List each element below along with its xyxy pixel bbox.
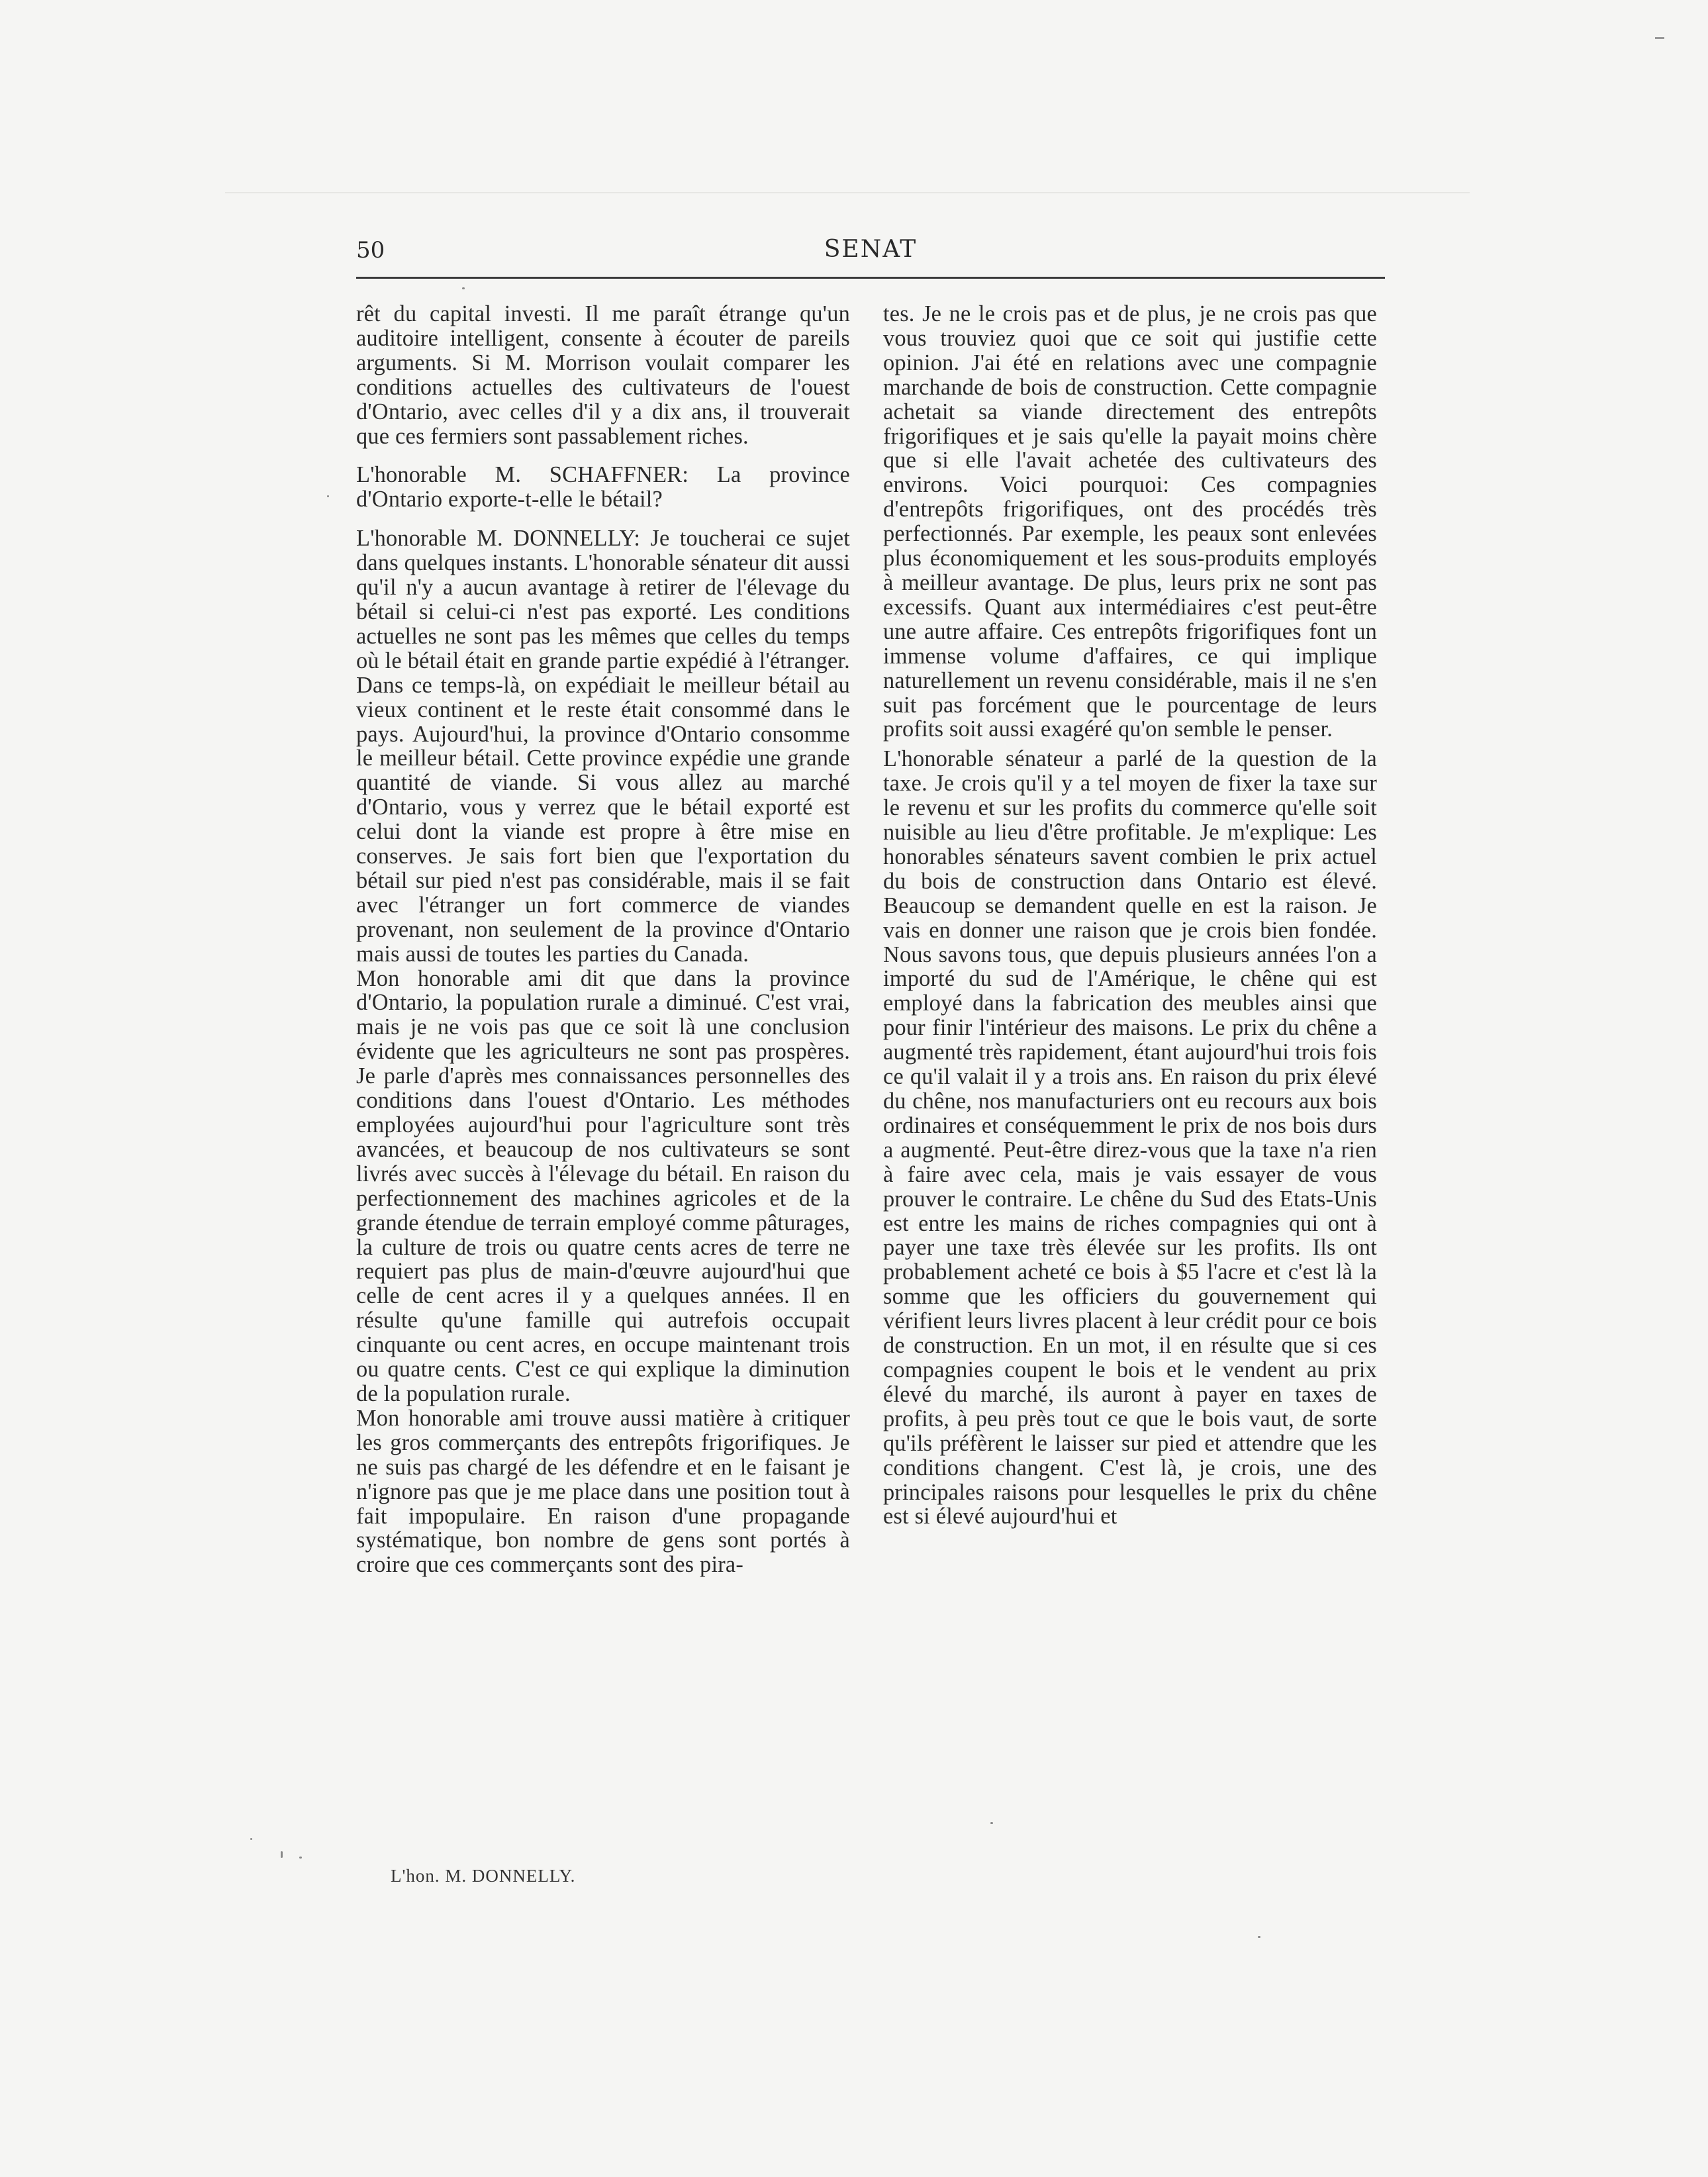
scan-speck [990, 1822, 993, 1824]
paragraph: Mon honorable ami trouve aussi matière à critiquer les gros commerçants des entrepôts frigorifiques. Je ne suis pas chargé de les défendre et en le faisant je n'ignore pas que je me place dans une position tout à fait impopulaire. En raison d'une propagande systématique, bon nombre de gens sont portés à croire que ces commerçants sont des pira- [356, 1405, 850, 1578]
running-title: SENAT [824, 236, 918, 263]
footer-speaker-ref: L'hon. M. DONNELLY. [391, 1866, 576, 1886]
page-header [356, 233, 1385, 279]
scan-speck [250, 1838, 252, 1840]
scan-speck [462, 287, 465, 289]
scan-speck [299, 1857, 302, 1859]
right-column [883, 302, 1377, 1529]
paragraph: Mon honorable ami dit que dans la province d'Ontario, la population rurale a diminué. C'est vrai, mais je ne vois pas que ce soit là une conclusion évidente que les agriculteurs ne sont pas prospères. Je parle d'après mes connaissances personnelles des conditions dans l'ouest d'Ontario. Les méthodes employées aujourd'hui pour l'agriculture sont très avancées, et beaucoup de nos cultivateurs se sont livrés avec succès à l'élevage du bétail. En raison du perfectionnement des machines agricoles et de la grande étendue de terrain employé comme pâturages, la culture de trois ou quatre cents acres de terre ne requiert pas plus de main-d'œuvre aujourd'hui que celle de cent acres il y a quelques années. Il en résulte qu'une famille qui autrefois occupait cinquante ou cent acres, en occupe maintenant trois ou quatre cents. C'est ce qui explique la diminution de la population rurale. [356, 965, 850, 1406]
speaker-paragraph: L'honorable M. SCHAFFNER: La province d'Ontario exporte-t-elle le bétail? [356, 462, 850, 512]
paragraph: rêt du capital investi. Il me paraît étrange qu'un auditoire intelligent, consente à écouter de pareils arguments. Si M. Morrison voulait comparer les conditions actuelles des cultivateurs de l'ouest d'Ontario, avec celles d'il y a dix ans, il trouverait que ces fermiers sont passablement riches. [356, 301, 850, 449]
page-number: 50 [356, 237, 385, 264]
scan-speck [1258, 1936, 1260, 1938]
paragraph: tes. Je ne le crois pas et de plus, je ne crois pas que vous trouviez quoi que ce soit qui justifie cette opinion. J'ai été en relations avec une compagnie marchande de bois de construction. Cette compagnie achetait sa viande directement des entrepôts frigorifiques et je sais qu'elle la payait moins chère que si elle l'avait achetée des cultivateurs des environs. Voici pourquoi: Ces compagnies d'entrepôts frigorifiques, ont des procédés très perfectionnés. Par exemple, les peaux sont enlevées plus économiquement et les sous-produits employés à meilleur avantage. De plus, leurs prix ne sont pas excessifs. Quant aux intermédiaires c'est peut-être une autre affaire. Ces entrepôts frigorifiques font un immense volume d'affaires, ce qui implique naturellement un revenu considérable, mais il ne s'en suit pas forcément que le pourcentage de leurs profits soit aussi exagéré qu'on semble le penser. [883, 301, 1377, 742]
speaker-paragraph: L'honorable M. DONNELLY: Je toucherai ce sujet dans quelques instants. L'honorable sénateur dit aussi qu'il n'y a aucun avantage à retirer de l'élevage du bétail si celui-ci n'est pas exporté. Les conditions actuelles ne sont pas les mêmes que celles du temps où le bétail était en grande partie expédié à l'étranger. Dans ce temps-là, on expédiait le meilleur bétail au vieux continent et le reste était consommé dans le pays. Aujourd'hui, la province d'Ontario consomme le meilleur bétail. Cette province expédie une grande quantité de viande. Si vous allez au marché d'Ontario, vous y verrez que le bétail exporté est celui dont la viande est propre à être mise en conserves. Je sais fort bien que l'exportation du bétail sur pied n'est pas considérable, mais il se fait avec l'étranger un fort commerce de viandes provenant, non seulement de la province d'Ontario mais aussi de toutes les parties du Canada. [356, 526, 850, 967]
left-column [356, 302, 850, 1577]
corner-mark [1655, 37, 1664, 39]
paragraph: L'honorable sénateur a parlé de la question de la taxe. Je crois qu'il y a tel moyen de fixer la taxe sur le revenu et sur les profits du commerce qu'elle soit nuisible au lieu d'être profitable. Je m'explique: Les honorables sénateurs savent combien le prix actuel du bois de construction dans Ontario est élevé. Beaucoup se demandent quelle en est la raison. Je vais en donner une raison que je crois bien fondée. Nous savons tous, que depuis plusieurs années l'on a importé du sud de l'Amérique, le chêne qui est employé dans la fabrication des meubles ainsi que pour finir l'intérieur des maisons. Le prix du chêne a augmenté très rapidement, étant aujourd'hui trois fois ce qu'il valait il y a trois ans. En raison du prix élevé du chêne, nos manufacturiers ont eu recours aux bois ordinaires et conséquemment le prix de nos bois durs a augmenté. Peut-être direz-vous que la taxe n'a rien à faire avec cela, mais je vais essayer de vous prouver le contraire. Le chêne du Sud des Etats-Unis est entre les mains de riches compagnies qui ont à payer une taxe très élevée sur les profits. Ils ont probablement acheté ce bois à $5 l'acre et c'est là la somme que les officiers du gouvernement qui vérifient leurs livres placent à leur crédit pour ce bois de construction. En un mot, il en résulte que si ces compagnies coupent le bois et le vendent au prix élevé du marché, ils auront à payer en taxes de profits, à peu près tout ce que le bois vaut, de sorte qu'ils préfèrent le laisser sur pied et attendre que les conditions changent. C'est là, je crois, une des principales raisons pour lesquelles le prix du chêne est si élevé aujourd'hui et [883, 746, 1377, 1529]
scan-speck [281, 1851, 283, 1858]
scan-speck [327, 495, 329, 497]
